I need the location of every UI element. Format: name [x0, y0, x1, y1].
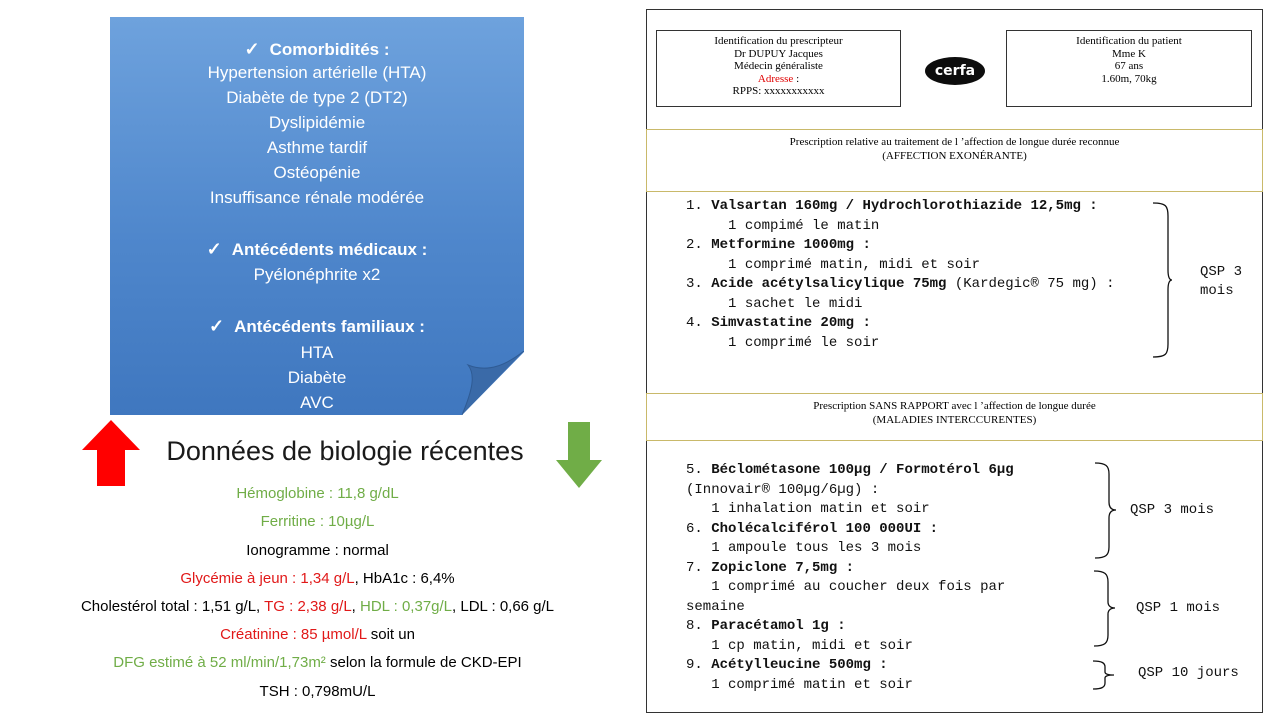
- biology-segment: TG : 2,38 g/L: [264, 598, 352, 615]
- line-detail: 1 comprimé matin, midi et soir: [728, 256, 981, 273]
- patient-box: [1006, 30, 1252, 107]
- biology-segment: Ferritine : 10µg/L: [260, 513, 375, 530]
- other-band: [646, 393, 1263, 441]
- green-down-arrow-icon: [556, 422, 602, 488]
- line-prefix: [686, 677, 711, 693]
- patient-title: Identification du patient: [1076, 35, 1182, 47]
- other-band-line2: (MALADIES INTERCCURENTES): [872, 414, 1037, 426]
- checkmark-icon: ✓: [206, 239, 222, 259]
- line-detail: 1 cp matin, midi et soir: [711, 637, 913, 654]
- note-item: Pyélonéphrite x2: [253, 265, 381, 284]
- patient-name: Mme K: [1112, 47, 1146, 60]
- prescription-line: [686, 461, 1014, 481]
- line-detail: 1 comprimé le soir: [728, 334, 880, 351]
- biology-line: [40, 485, 595, 502]
- drug-name: Zopiclone 7,5mg :: [711, 559, 855, 576]
- line-detail: 1 comprimé matin et soir: [711, 676, 913, 693]
- biology-segment: TSH : 0,798mU/L: [259, 683, 376, 700]
- qsp-c: QSP 10 jours: [1138, 665, 1239, 681]
- biology-segment: , LDL : 0,66 g/L: [452, 598, 555, 615]
- prescriber-box: [656, 30, 901, 107]
- line-prefix: [686, 638, 711, 654]
- prescription-line: [686, 236, 1115, 256]
- patient-body: 1.60m, 70kg: [1101, 72, 1157, 85]
- ald-brace: [1152, 202, 1172, 358]
- line-prefix: 9.: [686, 657, 712, 673]
- prescription-line: [686, 578, 1014, 598]
- note-item: Ostéopénie: [273, 163, 361, 182]
- note-section-title: Antécédents familiaux :: [234, 317, 425, 336]
- line-prefix: [686, 501, 711, 517]
- prescription-line: [686, 676, 1014, 696]
- red-up-arrow-icon: [82, 420, 140, 486]
- prescription-line: [686, 256, 1115, 276]
- line-prefix: 6.: [686, 520, 712, 537]
- biology-line: [40, 570, 595, 587]
- note-section-heading: [110, 37, 524, 62]
- biology-segment: , HbA1c : 6,4%: [354, 570, 455, 587]
- ald-band: [646, 129, 1263, 192]
- line-detail: 1 comprimé au coucher deux fois par: [711, 579, 1006, 595]
- prescription-line: [686, 500, 1014, 520]
- note-item: Asthme tardif: [266, 138, 368, 157]
- line-detail: (Kardegic® 75 mg) :: [946, 276, 1115, 292]
- drug-name: Paracétamol 1g :: [711, 618, 846, 634]
- line-prefix: [686, 579, 711, 595]
- checkmark-icon: ✓: [209, 316, 225, 336]
- note-section-heading: [110, 314, 524, 339]
- prescription-line: [686, 275, 1115, 295]
- line-prefix: 4.: [686, 315, 712, 331]
- biology-segment: DFG estimé à 52 ml/min/1,73m²: [113, 654, 326, 671]
- prescription-line: [686, 334, 1115, 354]
- biology-segment: Ionogramme : normal: [246, 542, 389, 559]
- prescription-line: [686, 617, 1014, 637]
- drug-name: Béclométasone 100µg / Formotérol 6µg: [711, 462, 1014, 478]
- biology-segment: ,: [351, 598, 361, 615]
- brace-c: [1092, 660, 1114, 690]
- note-item: HTA: [300, 343, 334, 362]
- line-prefix: 2.: [686, 237, 712, 253]
- drug-name: Acétylleucine 500mg :: [711, 657, 888, 673]
- ald-band-line2: (AFFECTION EXONÉRANTE): [882, 150, 1027, 162]
- line-prefix: [686, 540, 711, 556]
- prescriber-title: Identification du prescripteur: [714, 35, 843, 47]
- patient-age: 67 ans: [1114, 60, 1144, 72]
- prescriber-role: Médecin généraliste: [734, 60, 823, 72]
- note-item: Dyslipidémie: [268, 113, 366, 132]
- prescription-line: [686, 598, 1014, 618]
- biology-segment: Hémoglobine : 11,8 g/dL: [236, 485, 399, 502]
- qsp-a: QSP 3 mois: [1130, 502, 1215, 518]
- brace-a: [1094, 462, 1116, 559]
- prescription-line: [686, 197, 1115, 217]
- line-prefix: 1.: [686, 198, 712, 214]
- biology-line: [40, 683, 595, 700]
- prescription-line: [686, 656, 1014, 676]
- line-detail: 1 compimé le matin: [728, 217, 880, 234]
- drug-name: Simvastatine 20mg :: [711, 315, 871, 331]
- note-section-title: Comorbidités :: [269, 40, 390, 59]
- biology-segment: Créatinine : 85 µmol/L: [220, 626, 367, 643]
- line-detail: 1 ampoule tous les 3 mois: [711, 540, 922, 556]
- ald-qsp: QSP 3 mois: [1200, 264, 1243, 299]
- brace-b: [1093, 570, 1115, 647]
- note-item: Diabète: [287, 368, 347, 387]
- prescription-line: [686, 481, 1014, 501]
- line-prefix: 8.: [686, 618, 712, 634]
- prescription-line: [686, 295, 1115, 315]
- biology-segment: HDL : 0,37g/L: [360, 598, 453, 615]
- note-item: Diabète de type 2 (DT2): [226, 88, 408, 107]
- other-prescription-list: [686, 461, 1014, 695]
- drug-name: Metformine 1000mg :: [711, 237, 871, 253]
- line-prefix: 7.: [686, 559, 712, 576]
- prescriber-rpps: RPPS: xxxxxxxxxxx: [732, 85, 825, 97]
- biology-line: [40, 542, 595, 559]
- note-item: AVC: [300, 393, 334, 412]
- line-prefix: [686, 296, 728, 312]
- qsp-b: QSP 1 mois: [1136, 600, 1221, 616]
- note-item: Insuffisance rénale modérée: [209, 188, 425, 207]
- drug-name: Valsartan 160mg / Hydrochlorothiazide 12,5mg :: [711, 198, 1098, 214]
- line-prefix: 3.: [686, 276, 712, 292]
- drug-name: Acide acétylsalicylique 75mg: [711, 276, 947, 292]
- prescription-line: [686, 559, 1014, 579]
- prescription-line: [686, 314, 1115, 334]
- biology-line: [40, 654, 595, 671]
- prescriber-address-label: Adresse: [757, 72, 794, 85]
- note-section-heading: [110, 237, 524, 262]
- biology-title: Données de biologie récentes: [166, 436, 524, 466]
- ald-prescription-list: [686, 197, 1115, 353]
- checkmark-icon: ✓: [244, 39, 260, 59]
- line-prefix: [686, 257, 728, 273]
- prescription-line: [686, 539, 1014, 559]
- line-prefix: [686, 218, 728, 234]
- line-prefix: 5.: [686, 462, 712, 478]
- line-detail: 1 sachet le midi: [728, 295, 863, 312]
- line-prefix: [686, 335, 728, 351]
- line-detail: (Innovair® 100µg/6µg) :: [686, 481, 880, 498]
- biology-segment: Glycémie à jeun : 1,34 g/L: [180, 570, 355, 587]
- note-item: Hypertension artérielle (HTA): [207, 63, 427, 82]
- biology-line: [40, 626, 595, 643]
- drug-name: Cholécalciférol 100 000UI :: [711, 520, 939, 537]
- prescriber-address-suffix: :: [793, 72, 800, 85]
- other-band-line1: Prescription SANS RAPPORT avec l ’affection de longue durée: [813, 400, 1096, 412]
- prescription-line: [686, 520, 1014, 540]
- biology-line: [40, 598, 595, 615]
- cerfa-logo: cerfa: [925, 57, 985, 85]
- prescription-line: [686, 217, 1115, 237]
- prescription-line: [686, 637, 1014, 657]
- note-section-title: Antécédents médicaux :: [231, 240, 428, 259]
- line-detail: 1 inhalation matin et soir: [711, 501, 930, 517]
- biology-line: [40, 513, 595, 530]
- biology-segment: Cholestérol total : 1,51 g/L,: [80, 598, 265, 615]
- prescriber-name: Dr DUPUY Jacques: [734, 47, 823, 60]
- biology-segment: soit un: [366, 626, 415, 643]
- ald-band-line1: Prescription relative au traitement de l ’affection de longue durée reconnue: [789, 136, 1120, 148]
- biology-segment: selon la formule de CKD-EPI: [325, 654, 522, 671]
- line-detail: semaine: [686, 598, 745, 615]
